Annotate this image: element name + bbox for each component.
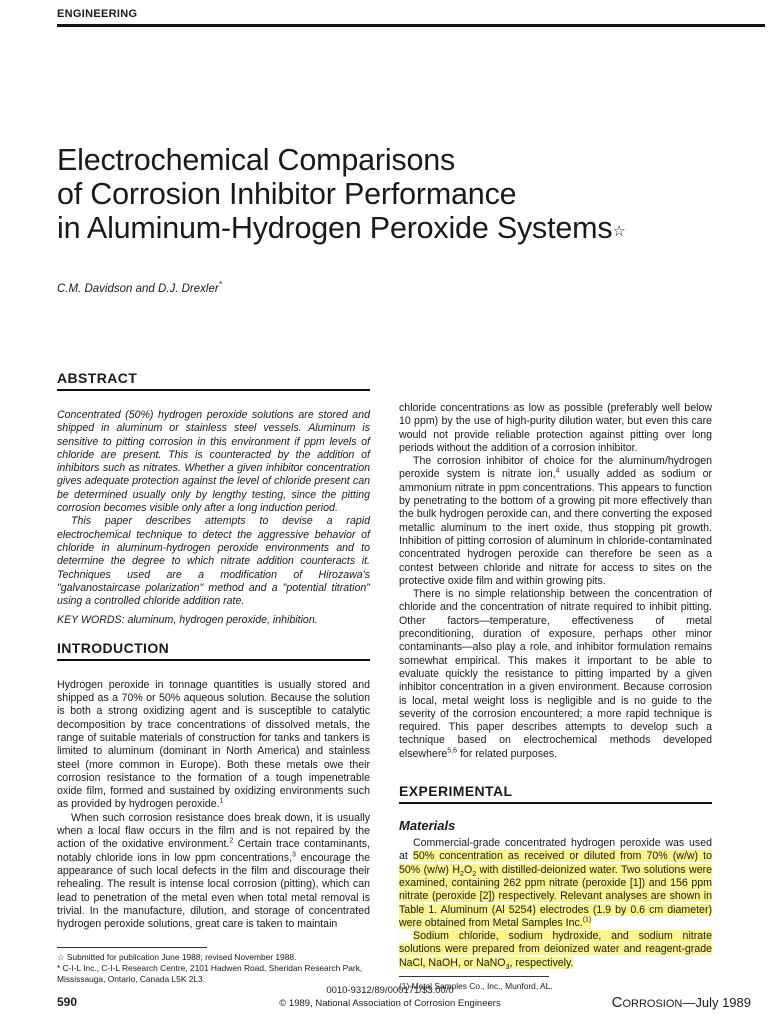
- footnote-affiliation: * C-I-L Inc., C-I-L Research Centre, 2101 Hadwen Road, Sheridan Research Park, Mississauga, Ontario, Canada L5K 2L3.: [57, 963, 363, 985]
- intro-p2-text-a: When such corrosion resistance does break down, it is usually when a local flaw occurs in the film and is not repaired by the action of the oxidative environment.: [57, 811, 370, 851]
- introduction-heading: INTRODUCTION: [57, 640, 370, 661]
- footnote-rule-left: [57, 947, 207, 948]
- title-line-3: in Aluminum-Hydrogen Peroxide Systems: [57, 211, 613, 245]
- section-tag: ENGINEERING: [57, 8, 138, 20]
- abstract-paragraph-2: This paper describes attempts to devise a rapid electrochemical technique to detect the aggressive behavior of chloride in aluminum-hydrogen peroxide environments and to determine the degree to which nitrate addition counteracts it. Techniques used are a modification of Hirozawa's "galvanostaircase polarization" method and a "potential titration" using a controlled chloride addition rate.: [57, 515, 370, 608]
- materials-p1-text: Commercial-grade concentrated hydrogen peroxide was used at: [399, 837, 712, 863]
- footer-center: [200, 984, 580, 1010]
- footer-code: 0010-9312/89/000171/$3.00/0: [326, 985, 454, 996]
- journal-name: Corrosion: [611, 994, 683, 1011]
- right-p2-text-a: The corrosion inhibitor of choice for the aluminum/hydrogen peroxide system is nitrate ion,: [399, 455, 712, 481]
- sub-no3: 3: [505, 963, 510, 971]
- top-rule: [57, 24, 765, 27]
- materials-paragraph-1: [399, 837, 712, 930]
- intro-p2-text-c: encourage the appearance of such local defects in the film and discourage their rehealing. The result is intense local corrosion (pitting), which can lead to penetration of the metal even when total metal removal is trivial. In the manufacture, dilution, and storage of concentrated hydrogen peroxide solutions, great care is taken to maintain: [57, 851, 370, 931]
- intro-paragraph-1: [57, 679, 370, 812]
- author-names: C.M. Davidson and D.J. Drexler: [57, 283, 219, 295]
- right-paragraph-1: chloride concentrations as low as possible (preferably well below 10 ppm) by the use of high-purity dilution water, but even this care would not provide reliable protection against pitting over long periods without the addition of a corrosion inhibitor.: [399, 402, 712, 454]
- page-number: 590: [57, 995, 78, 1009]
- author-mark: *: [218, 280, 222, 290]
- hl2-text: O: [463, 863, 473, 876]
- hl1-text: 50% concentration as received or diluted from 70% (w/w) to 50% (w/w) H: [399, 850, 712, 876]
- authors: [57, 280, 222, 295]
- abstract-paragraph-1: Concentrated (50%) hydrogen peroxide solutions are stored and shipped in aluminum or stainless steel vessels. Aluminum is sensitive to pitting corrosion in this environment if ppm levels of chloride are present. This is counteracted by the addition of inhibitors such as nitrates. Whether a given inhibitor concentration gives adequate protection against the level of chloride present can be determined usually only by lengthy testing, since the pitting corrosion becomes visible only after a long induction period.: [57, 409, 370, 515]
- ref-5-6: 5,6: [447, 747, 458, 755]
- materials-subheading: Materials: [399, 818, 456, 834]
- sub-h2: 2: [460, 870, 464, 878]
- right-paragraph-3: [399, 588, 712, 761]
- right-p3-text-a: There is no simple relationship between the concentration of chloride and the concentration of nitrate required to inhibit pitting. Other factors—temperature, effectiveness of metal preconditioning, duration of exposure, perhaps other minor contaminants—also play a role, and inhibitor formulation remains somewhat empirical. This makes it important to be able to evaluate quickly the resistance to pitting imparted by a given inhibitor concentration in a given environment. Because corrosion is local, metal weight loss is negligible and is no guide to the severity of the corrosion encountered; a more rapid technique is required. This paper describes attempts to develop such a technique based on electrochemical methods developed elsewhere: [399, 588, 712, 760]
- title-line-1: Electrochemical Comparisons: [57, 143, 456, 177]
- intro-paragraph-2: [57, 812, 370, 932]
- paper-title: [57, 143, 757, 245]
- footer-copyright: © 1989, National Association of Corrosion Engineers: [279, 998, 501, 1009]
- experimental-heading: EXPERIMENTAL: [399, 783, 712, 804]
- footnote-submitted: ☆ Submitted for publication June 1988; revised November 1988.: [57, 952, 297, 963]
- materials-paragraph-2: [399, 930, 712, 970]
- footnote-ref-1: (1): [582, 916, 592, 924]
- ref-3: 3: [292, 851, 296, 859]
- abstract-heading: ABSTRACT: [57, 370, 370, 391]
- hl5-text: , respectively.: [509, 956, 574, 969]
- hl3-text: with distilled-deionized water. Two solutions were examined, containing 262 ppm nitrate (peroxide [1]) and 156 ppm nitrate (peroxide [2]) respectively. Relevant analyses are shown in Table 1. Aluminum (Al 5254) electrodes (1.9 by 0.6 cm diameter) were obtained from Metal Samples Inc.: [399, 863, 713, 929]
- hl4-text: Sodium chloride, sodium hydroxide, and sodium nitrate solutions were prepared from deionized water and reagent-grade NaCl, NaOH, or NaNO: [399, 930, 712, 969]
- right-column: [399, 402, 712, 992]
- ref-2: 2: [229, 837, 234, 845]
- footnote-metal-samples: (1) Metal Samples Co., Inc., Munford, AL.: [399, 980, 553, 991]
- highlight-span-1: [399, 850, 712, 928]
- right-p2-text-b: usually added as sodium or ammonium nitrate in ppm concentrations. This appears to function by penetrating to the bottom of a growing pit more effectively than the bulk hydrogen peroxide can, and there converting the exposed metallic aluminum to the inert oxide, thus stopping pit growth. Inhibition of pitting corrosion of aluminum in chloride-contaminated concentrated hydrogen peroxide can therefore be seen as a contest between chloride and nitrate for access to sites on the protective oxide film and within growing pits.: [399, 468, 712, 587]
- star-footnote-mark: ☆: [612, 223, 626, 240]
- ref-1: 1: [219, 797, 224, 805]
- journal-date: —July 1989: [682, 995, 751, 1010]
- ref-4: 4: [555, 467, 560, 475]
- right-paragraph-2: [399, 455, 712, 588]
- intro-p2-text-b: Certain trace contaminants, notably chloride ions in low ppm concentrations,: [57, 838, 370, 864]
- footer-journal: [612, 994, 751, 1011]
- right-p3-text-b: for related purposes.: [457, 747, 558, 760]
- intro-p1-text: Hydrogen peroxide in tonnage quantities is usually stored and shipped as a 70% or 50% aqueous solution. Because the solution is both a strong oxidizing agent and is susceptible to catalytic decomposition by trace concentrations of dissolved metals, the range of suitable materials of construction for tanks and tankers is limited to aluminum (dominant in North America) and stainless steel (more common in Europe). Both these metals owe their corrosion resistance to the formation of a tough impenetrable oxide film, formed and sustained by oxidizing environments such as provided by hydrogen peroxide.: [57, 678, 370, 811]
- keywords: KEY WORDS: aluminum, hydrogen peroxide, inhibition.: [57, 614, 318, 627]
- left-column: [57, 370, 370, 985]
- sub-o2: 2: [472, 870, 477, 878]
- highlight-span-2: [399, 930, 712, 969]
- title-line-2: of Corrosion Inhibitor Performance: [57, 177, 517, 211]
- footnote-rule-right: [399, 976, 549, 977]
